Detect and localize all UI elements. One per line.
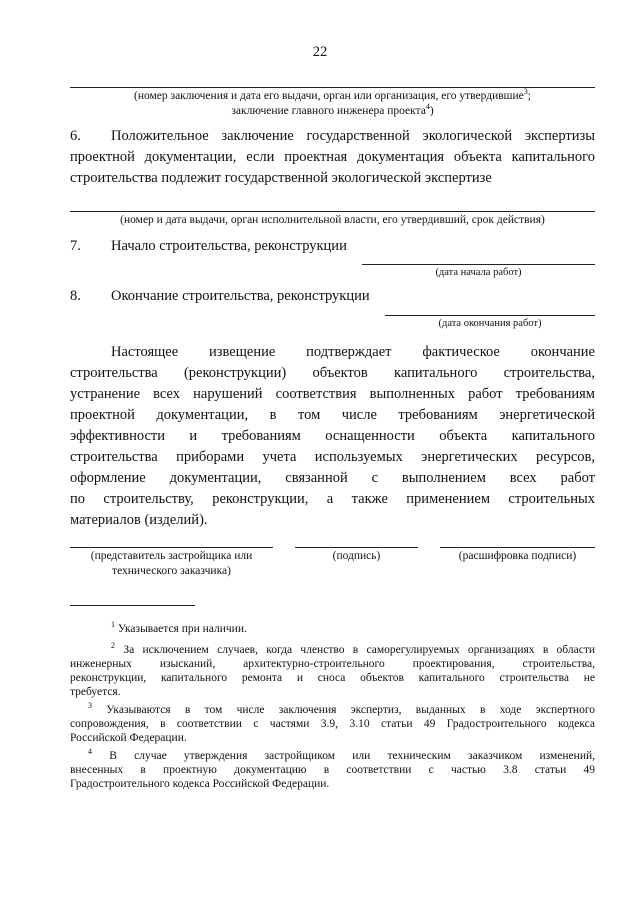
footnote-2-line-2: инженерных изысканий, архитектурно-строительного проектирования, строительства, <box>70 658 595 670</box>
representative-caption: (представитель застройщика или технического заказчика) <box>90 550 253 577</box>
fill-in-line <box>70 211 595 212</box>
item-8-caption: (дата окончания работ) <box>438 318 542 329</box>
statement-line: по строительству, реконструкции, а также применением строительных <box>70 491 595 507</box>
statement-line: Настоящее извещение подтверждает фактическое окончание <box>111 344 595 360</box>
conclusion-caption: (номер заключения и дата его выдачи, орган или организация, его утвердившие$^3$; заключение главного инженера проекта$^4$) <box>134 87 531 117</box>
signature-line-decipher <box>440 547 595 548</box>
footnote-1: $^1$ Указывается при наличии. <box>111 620 247 635</box>
item-7-number: 7. <box>70 238 81 254</box>
footnote-2-line-4: требуется. <box>70 686 121 698</box>
item-6-line-1: Положительное заключение государственной экологической экспертизы <box>111 128 595 144</box>
signature-caption: (подпись) <box>332 550 381 562</box>
footnote-3-line-2: сопровождения, в соответствии с частями 3.9, 3.10 статьи 49 Градостроительного кодекса <box>70 718 595 730</box>
page-number: 22 <box>312 44 328 60</box>
decipher-caption: (расшифровка подписи) <box>458 550 577 562</box>
footnote-2-line-1: $^2$ За исключением случаев, когда членство в саморегулируемых организациях в области <box>111 641 596 656</box>
statement-line: строительства (реконструкции) объектов капитального строительства, <box>70 365 595 381</box>
footnote-2-line-3: реконструкции, капитального ремонта и сноса объектов капитального строительства не <box>70 672 595 684</box>
statement-line: оформление документации, связанной с выполнением всех работ <box>70 470 595 486</box>
item-6-line-2: проектной документации, если проектная документация объекта капитального <box>70 149 595 165</box>
signature-line-sign <box>295 547 418 548</box>
statement-line: эффективности и требованиям оснащенности объекта капитального <box>70 428 595 444</box>
footnote-separator <box>70 605 195 606</box>
footnote-4-line-3: Градостроительного кодекса Российской Федерации. <box>70 778 330 790</box>
statement-line: строительства приборами учета используемых энергетических ресурсов, <box>70 449 595 465</box>
statement-line: проектной документации, в том числе требованиям энергетической <box>70 407 595 423</box>
footnote-3-line-1: $^3$ Указываются в том числе заключения экспертиз, выданных в ходе экспертного <box>88 701 595 716</box>
item-8-number: 8. <box>70 288 81 304</box>
item-7-text: Начало строительства, реконструкции <box>111 238 347 254</box>
item-7-caption: (дата начала работ) <box>435 267 522 278</box>
item-8-text: Окончание строительства, реконструкции <box>111 288 370 304</box>
item-6-number: 6. <box>70 128 81 144</box>
item-6-line-3: строительства подлежит государственной экологической экспертизе <box>70 170 492 186</box>
footnote-4-line-2: внесенных в проектную документацию в соответствии с частью 3.8 статьи 49 <box>70 764 595 776</box>
signature-line-representative <box>70 547 273 548</box>
footnote-4-line-1: $^4$ В случае утверждения застройщиком или техническим заказчиком изменений, <box>88 747 595 762</box>
footnote-3-line-3: Российской Федерации. <box>70 732 187 744</box>
statement-line: устранение всех нарушений соответствия выполненных работ требованиям <box>70 386 595 402</box>
fill-in-line <box>70 87 595 88</box>
item-6-caption: (номер и дата выдачи, орган исполнительной власти, его утвердивший, срок действия) <box>120 214 545 226</box>
statement-last-line: материалов (изделий). <box>70 512 208 528</box>
